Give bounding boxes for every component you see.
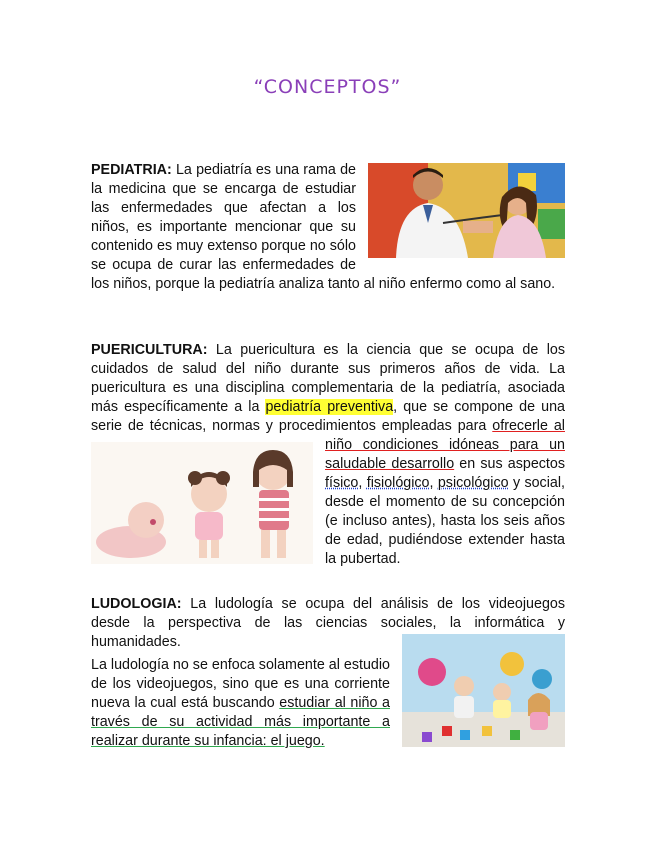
puericultura-text-4: y social, desde el momento de su concepción (e incluso antes), hasta los seis años de edad, pudiéndose extender hasta la pubertad. bbox=[325, 475, 565, 567]
ludologia-paragraph-2 bbox=[91, 656, 565, 751]
ludologia-underlined-text: estudiar al niño a través de su actividad más importante a realizar durante su infancia: el juego. bbox=[91, 695, 390, 749]
fisiologico-word: fisiológico bbox=[366, 475, 430, 491]
puericultura-sep-2: , bbox=[429, 475, 438, 491]
fisico-word: físico bbox=[325, 475, 359, 491]
children-playing-photo bbox=[402, 634, 565, 747]
puericultura-term: PUERICULTURA: bbox=[91, 342, 208, 358]
ludologia-text-2: La ludología no se enfoca solamente al estudio de los videojuegos, sino que es una corriente nueva la cual está buscando bbox=[91, 657, 390, 711]
ludologia-term: LUDOLOGIA: bbox=[91, 596, 182, 612]
pediatria-term: PEDIATRIA: bbox=[91, 162, 172, 178]
puericultura-underlined-text: ofrecerle al niño condiciones idóneas para un saludable desarrollo bbox=[325, 418, 565, 472]
pediatria-paragraph bbox=[91, 161, 565, 294]
psicologico-word: psicológico bbox=[437, 475, 509, 491]
puericultura-text-3: en sus aspectos bbox=[454, 456, 565, 472]
doctor-child-photo bbox=[368, 163, 565, 258]
puericultura-text-2: , que se compone de una serie de técnicas, normas y procedimientos empleadas para bbox=[91, 399, 565, 434]
ludologia-text: La ludología se ocupa del análisis de los videojuegos desde la perspectiva de las ciencias sociales, la informática y humanidades. bbox=[91, 596, 565, 650]
puericultura-text-1: La puericultura es la ciencia que se ocupa de los cuidados de salud del niño durante sus primeros años de vida. La puericultura es una disciplina complementaria de la pediatría, asociada más específicamente a la bbox=[91, 342, 565, 415]
child-growth-illustration bbox=[91, 442, 313, 564]
puericultura-paragraph bbox=[91, 341, 565, 569]
puericultura-sep-1: , bbox=[358, 475, 367, 491]
page-title: “CONCEPTOS” bbox=[253, 76, 402, 98]
pediatria-preventiva-highlight: pediatría preventiva bbox=[265, 399, 394, 415]
pediatria-text: La pediatría es una rama de la medicina que se encarga de estudiar las enfermedades que afectan a los niños, es importante mencionar que su contenido es muy extenso porque no sólo se ocupa de curar las enfermedades de los niños, porque la pediatría analiza tanto al niño enfermo como al sano. bbox=[91, 162, 556, 292]
